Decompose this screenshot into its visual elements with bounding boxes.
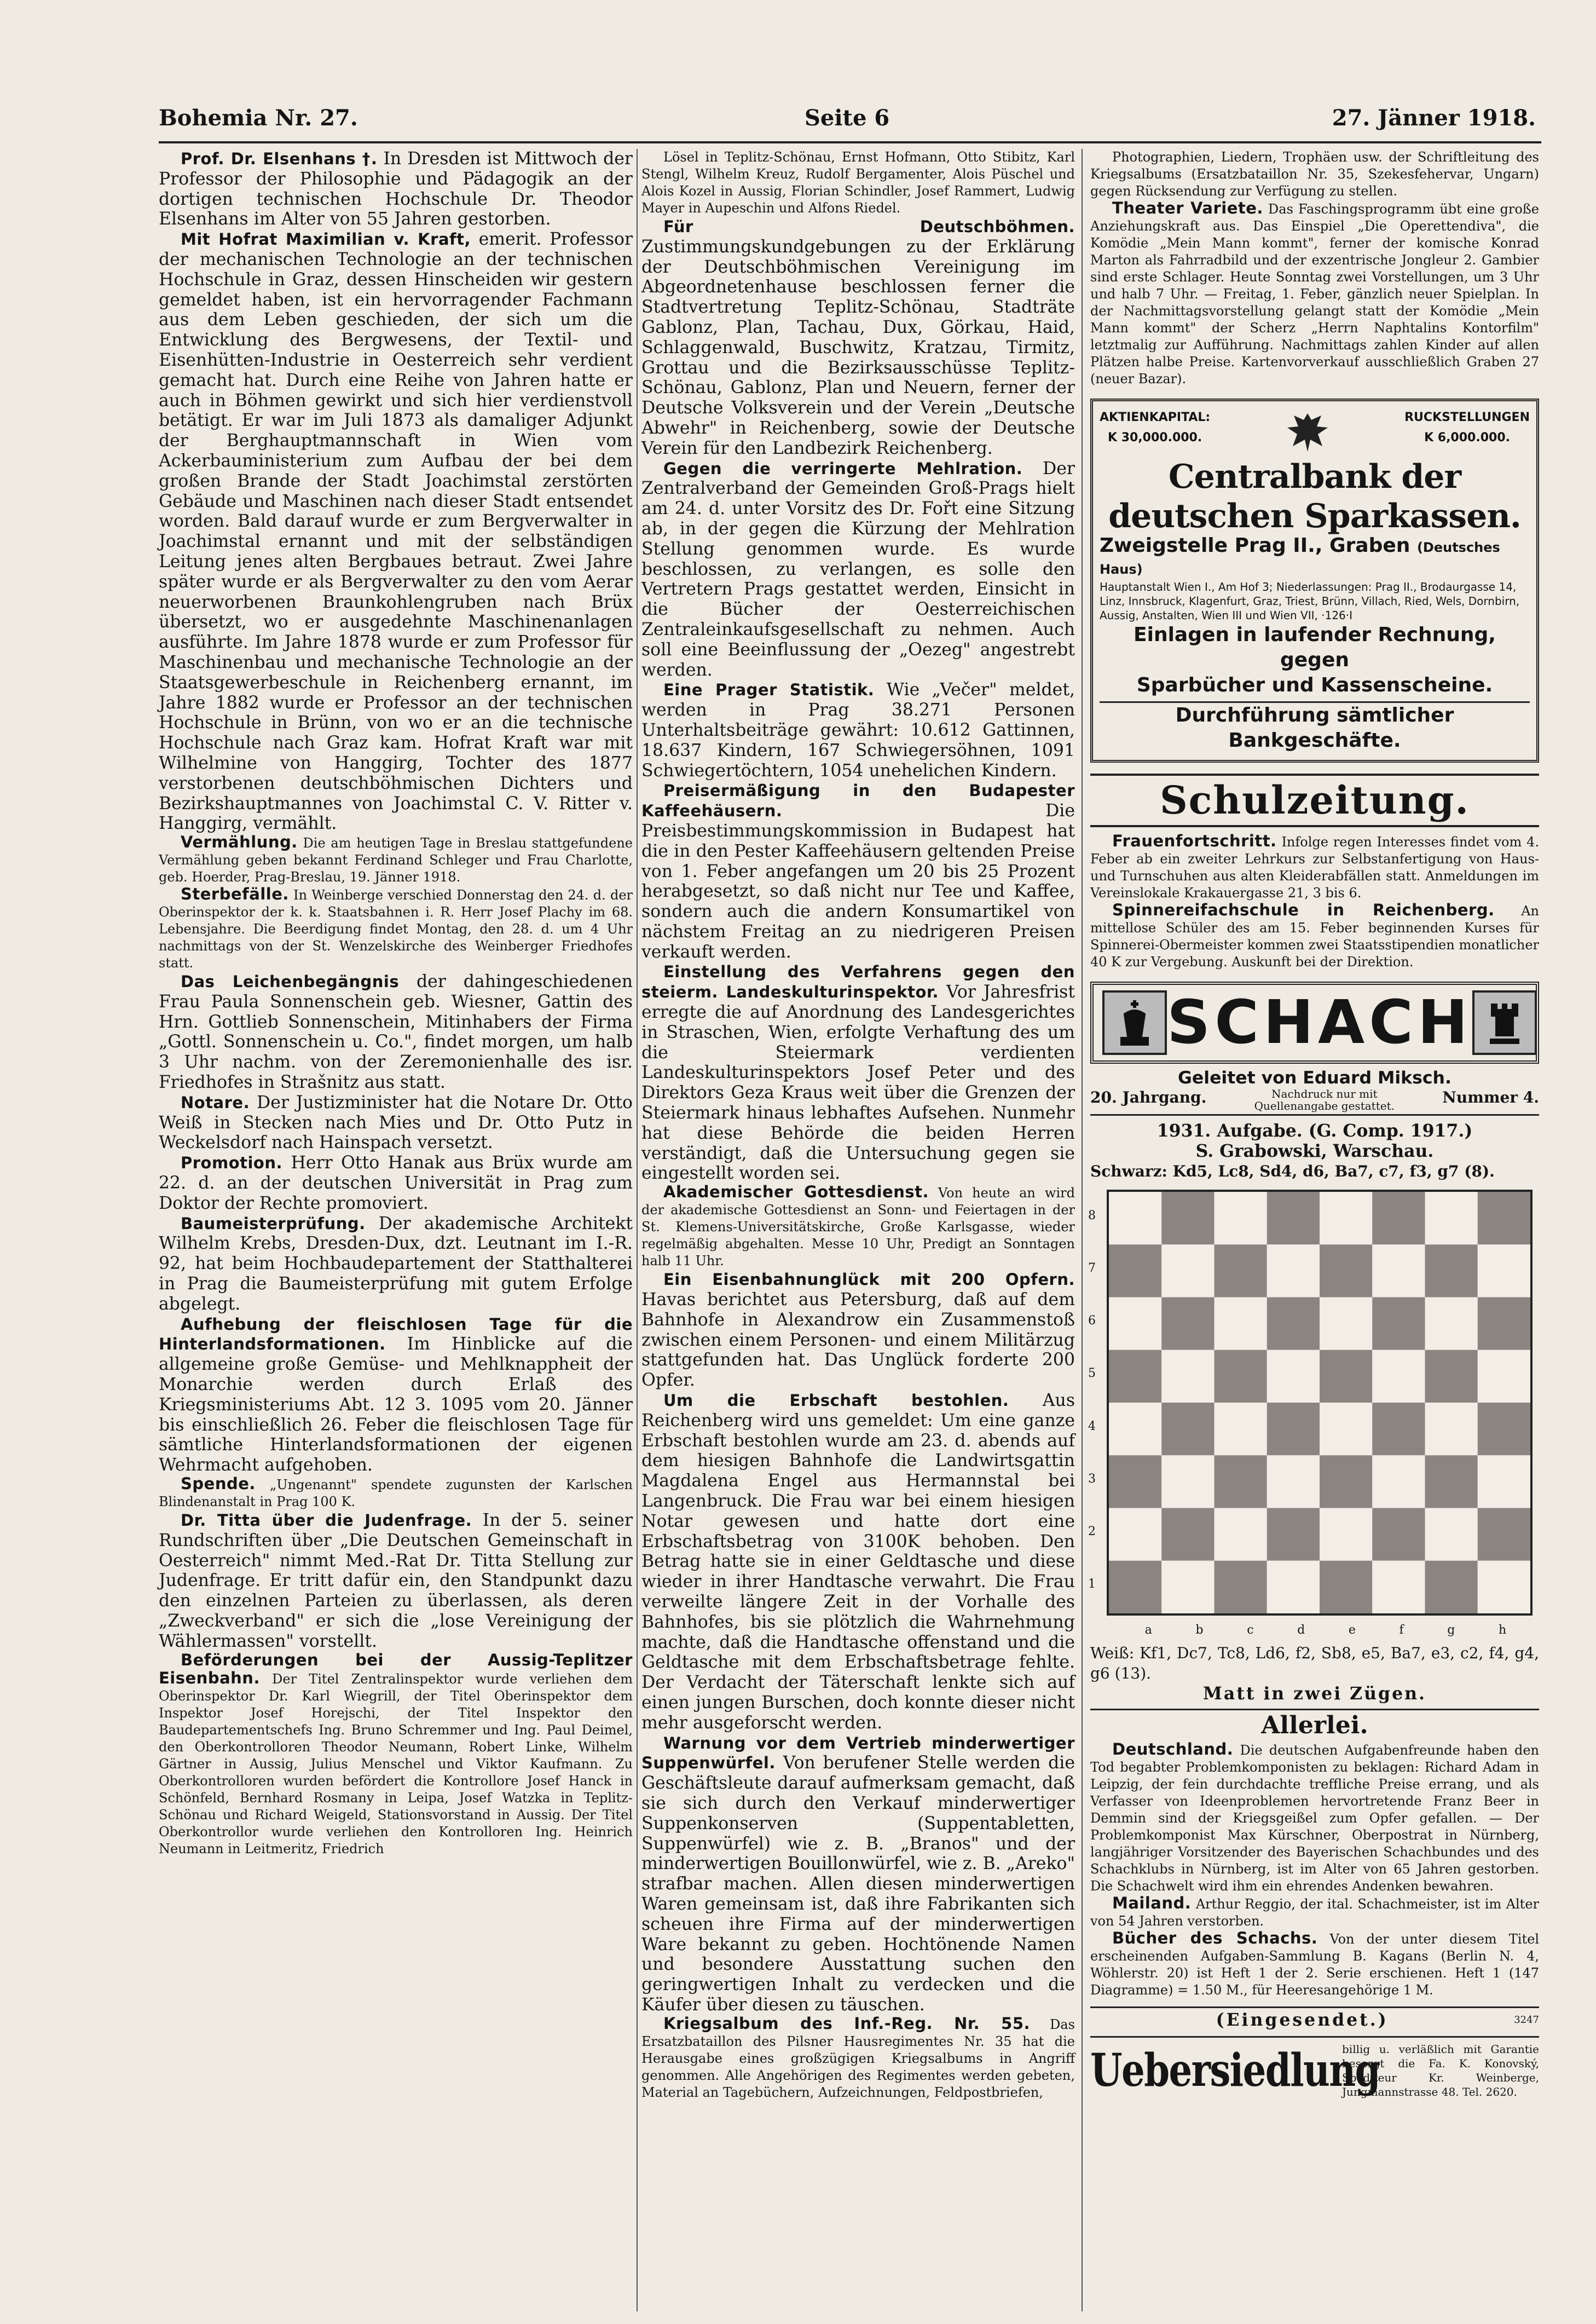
article-body: Infolge regen Interesses findet vom 4. Feber ab ein zweiter Lehrkurs zur Selbstanfertigung von Haus- und Turnschuhen aus alten Kleiderabfällen statt. Anmeldungen im Vereinslokale Krakauergasse 21, 3 bis 6. bbox=[1090, 834, 1539, 901]
bank-reserve-value: K 6,000.000. bbox=[1424, 430, 1510, 445]
file-label: c bbox=[1247, 1623, 1254, 1637]
chess-square bbox=[1109, 1403, 1161, 1455]
bank-line-2: Sparbücher und Kassenscheine. bbox=[1136, 673, 1493, 696]
article-body: Von heute an wird der akademische Gottesdienst an Sonn- und Feiertagen in der St. Klemens-Universitätskirche, Große Karlsgasse, wieder regelmäßig abgehalten. Messe 10 Uhr, Predigt an Sonntagen halb 11 Uhr. bbox=[641, 1185, 1075, 1269]
chess-file-labels bbox=[1107, 1621, 1528, 1641]
article-body: Von der unter diesem Titel erscheinenden Aufgaben-Sammlung B. Kagans (Berlin N. 4, Wöhlerstr. 20) ist Heft 1 der 2. Serie erschienen. Heft 1 (147 Diagramme) = 1.50 M., für Heeresangehörige 1 M. bbox=[1090, 1931, 1539, 1998]
article bbox=[641, 2015, 1075, 2101]
article-body: Das Faschingsprogramm übt eine große Anziehungskraft aus. Das Einspiel „Die Operettendiva", die Komödie „Mein Mann kommt", ferner der komische Konrad Marton als Fahrradbild und der exzentrische Jongleur 2. Gambier sind erste Schlager. Heute Sonntag zwei Vorstellungen, um 3 Uhr und halb 7 Uhr. — Freitag, 1. Feber, gänzlich neuer Spielplan. In der Nachmittagsvorstellung gelangt statt der Komödie „Mein Mann kommt" der Scherz „Herrn Naphtalins Kontorfilm" letztmalig zur Aufführung. Nachmittags zahlen Kinder auf allen Plätzen halbe Preise. Kartenvorverkauf ausschließlich Graben 27 (neuer Bazar). bbox=[1090, 201, 1539, 387]
article-head: Promotion. bbox=[181, 1154, 283, 1173]
article-head: Für Deutschböhmen. bbox=[663, 217, 1075, 236]
rank-label: 5 bbox=[1088, 1366, 1096, 1381]
article-head: Gegen die verringerte Mehlration. bbox=[663, 459, 1023, 478]
chess-square bbox=[1425, 1455, 1478, 1508]
bank-branch bbox=[1100, 536, 1530, 580]
bank-offices: Hauptanstalt Wien I., Am Hof 3; Niederlassungen: Prag II., Brodaurgasse 14, Linz, Innsbruck, Klagenfurt, Graz, Triest, Brünn, Villach, Ried, Wels, Dornbirn, Aussig, Anstalten, Wien III und Wien VII, ·126·I bbox=[1100, 580, 1520, 622]
chess-board bbox=[1107, 1190, 1533, 1616]
sent-in-label: (Eingesendet.) bbox=[1216, 2009, 1389, 2030]
chess-square bbox=[1320, 1350, 1372, 1403]
article-body: Die am heutigen Tage in Breslau stattgefundene Vermählung geben bekannt Ferdinand Schleger und Frau Charlotte, geb. Hoerder, Prag-Breslau, 19. Jänner 1918. bbox=[159, 835, 633, 885]
column-rule bbox=[637, 149, 638, 2311]
article-body: An mittellose Schüler des am 15. Feber beginnenden Kurses für Spinnerei-Obermeister kommen zwei Staatsstipendien monatlicher 40 K zur Vergebung. Auskunft bei der Direktion. bbox=[1090, 903, 1539, 970]
chess-square bbox=[1425, 1403, 1478, 1455]
article-body: emerit. Professor der mechanischen Technologie an der technischen Hochschule in Graz, dessen Hinscheiden wir gestern gemeldet haben, ist ein hervorragender Fachmann aus dem Leben geschieden, der sich um die Entwicklung des Bergwesens, der Textil- und Eisenhütten-Industrie in Oesterreich sehr verdient gemacht hat. Durch eine Reihe von Jahren hatte er auch in Böhmen gewirkt und sich hier verdienstvoll betätigt. Er war im Juli 1873 als damaliger Adjunkt der Berghauptmannschaft in Wien vom Ackerbauministerium zum Aufbau der bei dem großen Brande der Stadt Joachimstal zerstörten Gebäude und Maschinen nach dieser Stadt entsendet worden. Bald darauf wurde er zum Bergverwalter in Joachimstal ernannt und mit der selbständigen Leitung jenes alten Bergbaues betraut. Zwei Jahre später wurde er als Bergverwalter zu den vom Aerar neuerworbenen Braunkohlengruben nach Brüx übersetzt, wo er ausgedehnte Maschinenanlagen ausführte. Im Jahre 1878 wurde er zum Professor für Maschinenbau und mechanische Technologie an der Staatsgewerbeschule in Reichenberg ernannt, im Jahre 1882 wurde er Professor an der technischen Hochschule in Brünn, von wo er an die technische Hochschule nach Graz kam. Hofrat Kraft war mit Wilhelmine von Hanggirg, Tochter des 1877 verstorbenen deutschböhmischen Dichters und Bezirkshauptmannes von Joachimstal C. V. Ritter v. Hanggirg, vermählt. bbox=[159, 229, 633, 834]
chess-square bbox=[1372, 1244, 1425, 1297]
school-item bbox=[1090, 833, 1539, 902]
article bbox=[641, 1184, 1075, 1270]
bank-capital-value: K 30,000.000. bbox=[1107, 430, 1202, 445]
chess-square bbox=[1109, 1192, 1161, 1244]
chess-square bbox=[1425, 1192, 1478, 1244]
sent-in-notice bbox=[1090, 2006, 1539, 2031]
article-body: „Ungenannt" spendete zugunsten der Karlschen Blindenanstalt in Prag 100 K. bbox=[159, 1477, 633, 1510]
article bbox=[159, 149, 633, 229]
chess-black-pieces: Schwarz: Kd5, Lc8, Sd4, d6, Ba7, c7, f3, g7 (8). bbox=[1090, 1162, 1495, 1180]
sent-in-ref: 3247 bbox=[1514, 2014, 1539, 2026]
rank-label: 8 bbox=[1088, 1208, 1096, 1222]
article-head: Einstellung des Verfahrens gegen den steierm. Landeskulturinspektor. bbox=[641, 962, 1075, 1002]
chess-square bbox=[1215, 1561, 1267, 1613]
article-head: Beförderungen bei der Aussig-Teplitzer Eisenbahn. bbox=[159, 1650, 633, 1687]
article-head: Spinnereifachschule in Reichenberg. bbox=[1112, 900, 1495, 919]
chess-square bbox=[1478, 1244, 1530, 1297]
page-header bbox=[159, 105, 1536, 143]
article-head: Vermählung. bbox=[181, 833, 298, 852]
chess-square bbox=[1372, 1350, 1425, 1403]
chess-square bbox=[1109, 1244, 1161, 1297]
chess-square bbox=[1161, 1350, 1214, 1403]
file-label: f bbox=[1399, 1623, 1404, 1637]
article-body: Die deutschen Aufgabenfreunde haben den Tod begabter Problemkomponisten zu beklagen: Richard Adam in Leipzig, der fein durchdachte treffliche Preise errang, und als Verfasser von Ideenproblemen hervortretende Franz Beer in Demmin sind der Kriegsgeißel zum Opfer gefallen. — Der Problemkomponist Max Kürschner, Oberpostrat in Nürnberg, langjähriger Vorsitzender des Bayerischen Schachbundes und des Schachklubs in Nürnberg, ist im Alter von 65 Jahren gestorben. Die Schachwelt wird ihm ein ehrendes Andenken bewahren. bbox=[1090, 1742, 1539, 1894]
article-body: Der Justizminister hat die Notare Dr. Otto Weiß in Stecken nach Mies und Dr. Otto Putz in Weckelsdorf nach Hainspach versetzt. bbox=[159, 1092, 633, 1153]
moving-advertisement bbox=[1090, 2036, 1539, 2099]
file-label: g bbox=[1447, 1623, 1455, 1637]
chess-square bbox=[1267, 1561, 1320, 1613]
moving-ad-text: billig u. verläßlich mit Garantie besorgt die Fa. K. Konovský, Spediteur Kr. Weinberge, Jungmannstrasse 48. Tel. 2620. bbox=[1342, 2042, 1539, 2098]
chess-square bbox=[1161, 1561, 1214, 1613]
article-head: Mailand. bbox=[1112, 1893, 1192, 1912]
chess-square bbox=[1215, 1508, 1267, 1560]
chess-square bbox=[1478, 1350, 1530, 1403]
article-head: Aufhebung der fleischlosen Tage für die Hinterlandsformationen. bbox=[159, 1314, 633, 1354]
chess-square bbox=[1478, 1192, 1530, 1244]
article-head: Eine Prager Statistik. bbox=[663, 681, 875, 700]
article-head: Prof. Dr. Elsenhans †. bbox=[181, 149, 378, 168]
chess-square bbox=[1161, 1508, 1214, 1560]
article bbox=[641, 217, 1075, 459]
chess-king-icon bbox=[1102, 990, 1167, 1055]
chess-square bbox=[1161, 1403, 1214, 1455]
chess-problem-title: 1931. Aufgabe. (G. Comp. 1917.) bbox=[1156, 1121, 1473, 1141]
article-head: Akademischer Gottesdienst. bbox=[663, 1183, 929, 1202]
article bbox=[641, 680, 1075, 781]
bank-name: Centralbank der deutschen Sparkassen. bbox=[1108, 458, 1521, 535]
article bbox=[641, 149, 1075, 217]
file-label: d bbox=[1297, 1623, 1305, 1637]
article bbox=[159, 229, 633, 834]
article bbox=[641, 1391, 1075, 1733]
article bbox=[641, 962, 1075, 1184]
page-number: Seite 6 bbox=[805, 105, 890, 131]
chess-square bbox=[1267, 1455, 1320, 1508]
article-head: Notare. bbox=[181, 1093, 250, 1112]
article-head: Preisermäßigung in den Budapester Kaffeehäusern. bbox=[641, 781, 1075, 821]
chess-square bbox=[1109, 1455, 1161, 1508]
article-body: Der Zentralverband der Gemeinden Groß-Prags hielt am 24. d. unter Vorsitz des Dr. Fořt eine Sitzung ab, in der gegen die Kürzung der Mehlration Stellung genommen wurde. Es wurde beschlossen, zu verlangen, es solle den Vertretern Prags gestattet werden, Einsicht in die Bücher der Oesterreichischen Zentraleinkaufsgesellschaft zu nehmen. Auch soll eine Beeinflussung der „Oezeg" angestrebt werden. bbox=[641, 458, 1075, 680]
article bbox=[159, 1475, 633, 1510]
chess-square bbox=[1215, 1350, 1267, 1403]
chess-square bbox=[1161, 1192, 1214, 1244]
column-3 bbox=[1090, 149, 1539, 2311]
chess-square bbox=[1215, 1244, 1267, 1297]
rank-label: 2 bbox=[1088, 1525, 1096, 1538]
chess-square bbox=[1478, 1508, 1530, 1560]
chess-square bbox=[1215, 1297, 1267, 1350]
column-2 bbox=[641, 149, 1075, 2311]
chess-square bbox=[1109, 1297, 1161, 1350]
misc-item bbox=[1090, 1930, 1539, 1999]
article-head: Spende. bbox=[181, 1474, 256, 1493]
rank-label: 1 bbox=[1088, 1577, 1096, 1591]
chess-square bbox=[1478, 1561, 1530, 1613]
chess-square bbox=[1320, 1244, 1372, 1297]
article-theater bbox=[1090, 200, 1539, 388]
bank-advertisement bbox=[1090, 399, 1539, 763]
chess-square bbox=[1425, 1350, 1478, 1403]
chess-square bbox=[1320, 1508, 1372, 1560]
rank-label: 6 bbox=[1088, 1314, 1096, 1328]
chess-square bbox=[1267, 1297, 1320, 1350]
chess-square bbox=[1109, 1561, 1161, 1613]
chess-square bbox=[1320, 1561, 1372, 1613]
issue-date: 27. Jänner 1918. bbox=[1332, 105, 1536, 131]
school-item bbox=[1090, 902, 1539, 971]
chess-square bbox=[1320, 1192, 1372, 1244]
chess-square bbox=[1109, 1350, 1161, 1403]
article bbox=[641, 781, 1075, 962]
rank-label: 7 bbox=[1088, 1261, 1096, 1275]
chess-editor: Geleitet von Eduard Miksch. bbox=[1178, 1068, 1452, 1088]
article bbox=[641, 459, 1075, 681]
article-head: Das Leichenbegängnis bbox=[181, 972, 400, 991]
article bbox=[641, 1733, 1075, 2015]
article-body: Wie „Večer" meldet, werden in Prag 38.271 Personen Unterhaltsbeiträge gewährt: 10.612 Gattinnen, 18.637 Kindern, 167 Schwiegersöhnen, 1091 Schwiegertöchtern, 1054 unehelichen Kindern. bbox=[641, 680, 1075, 781]
chess-issue-number: Nummer 4. bbox=[1442, 1088, 1539, 1107]
chess-square bbox=[1267, 1508, 1320, 1560]
article-head: Bücher des Schachs. bbox=[1112, 1928, 1318, 1947]
chess-square bbox=[1425, 1508, 1478, 1560]
bank-reserve-label: RUCKSTELLUNGEN bbox=[1404, 411, 1530, 424]
article-body: In der 5. seiner Rundschriften über „Die Deutschen Gemeinschaft in Oesterreich" nimmt Med.-Rat Dr. Titta Stellung zur Judenfrage. Er tritt dafür ein, den Standpunkt dazu den einzelnen Parteien zu überlassen, als deren „Zweckverband" er sich die „lose Vereinigung der Wählermassen" vorstellt. bbox=[159, 1510, 633, 1651]
bank-branch-note: (Deutsches Haus) bbox=[1100, 540, 1500, 577]
chess-square bbox=[1425, 1297, 1478, 1350]
misc-item bbox=[1090, 1895, 1539, 1930]
rank-label: 3 bbox=[1088, 1472, 1096, 1486]
chess-square bbox=[1267, 1192, 1320, 1244]
file-label: h bbox=[1498, 1623, 1507, 1637]
chess-square bbox=[1372, 1403, 1425, 1455]
article-head: Theater Variete. bbox=[1112, 199, 1263, 217]
section-title-allerlei: Allerlei. bbox=[1090, 1709, 1539, 1741]
chess-task: Matt in zwei Zügen. bbox=[1203, 1683, 1426, 1704]
column-1 bbox=[159, 149, 633, 2311]
article-body: Havas berichtet aus Petersburg, daß auf dem Bahnhofe in Alexandrow ein Zusammenstoß zwischen einem Personen- und einem Militärzug stattgefunden hat. Das Unglück forderte 200 Opfer. bbox=[641, 1290, 1075, 1391]
header-rule bbox=[159, 141, 1541, 143]
article-head: Mit Hofrat Maximilian v. Kraft, bbox=[181, 230, 471, 249]
chess-square bbox=[1478, 1455, 1530, 1508]
article-body: Das Ersatzbataillon des Pilsner Hausregimentes Nr. 35 hat die Herausgabe eines großzügigen Kriegsalbums in Angriff genommen. Alle Angehörigen des Regimentes werden gebeten, Material an Tagebüchern, Aufzeichnungen, Feldpostbriefen, bbox=[641, 2016, 1075, 2100]
chess-square bbox=[1320, 1403, 1372, 1455]
chess-square bbox=[1161, 1244, 1214, 1297]
chess-square bbox=[1372, 1561, 1425, 1613]
eagle-emblem-icon bbox=[1283, 408, 1332, 457]
article-head: Sterbefälle. bbox=[181, 885, 289, 904]
article-head: Kriegsalbum des Inf.-Reg. Nr. 55. bbox=[663, 2014, 1031, 2033]
chess-square bbox=[1372, 1192, 1425, 1244]
file-label: a bbox=[1144, 1623, 1152, 1637]
bank-capital-label: AKTIENKAPITAL: bbox=[1100, 411, 1211, 424]
article bbox=[159, 886, 633, 972]
chess-reprint-note: Nachdruck nur mit Quellenangabe gestattet. bbox=[1254, 1087, 1395, 1113]
article-head: Warnung vor dem Vertrieb minderwertiger Suppenwürfel. bbox=[641, 1733, 1075, 1773]
chess-section-banner bbox=[1090, 982, 1539, 1064]
section-title-schulzeitung: Schulzeitung. bbox=[1090, 774, 1539, 827]
article-body: Der akademische Architekt Wilhelm Krebs, Dresden-Dux, dzt. Leutnant im I.-R. 92, hat beim Hochbaudepartement der Statthalterei in Prag die Baumeisterprüfung mit gutem Erfolge abgelegt. bbox=[159, 1213, 633, 1314]
article bbox=[159, 1093, 633, 1153]
chess-problem-author: S. Grabowski, Warschau. bbox=[1195, 1141, 1434, 1162]
article bbox=[159, 834, 633, 886]
misc-item bbox=[1090, 1741, 1539, 1895]
article-body: Arthur Reggio, der ital. Schachmeister, ist im Alter von 54 Jahren verstorben. bbox=[1090, 1896, 1539, 1929]
article-continued: Photographien, Liedern, Trophäen usw. der Schriftleitung des Kriegsalbums (Ersatzbataillon Nr. 35, Szekesfehervar, Ungarn) gegen Rücksendung zur Verfügung zu stellen. bbox=[1090, 149, 1539, 199]
chess-square bbox=[1425, 1244, 1478, 1297]
article-body: Vor Jahresfrist erregte die auf Anordnung des Landesgerichtes in Straschen, Wien, erfolgte Verhaftung des um die Steiermark verdienten Landeskulturinspektors Josef Peter und des Direktors Geza Kraus weit über die Grenzen der Steiermark hinaus lebhaftes Aufsehen. Nunmehr hat diese Behörde die beiden Herren verständigt, daß die Untersuchung gegen sie eingestellt worden sei. bbox=[641, 982, 1075, 1184]
chess-square bbox=[1320, 1297, 1372, 1350]
chess-square bbox=[1372, 1297, 1425, 1350]
article-head: Ein Eisenbahnunglück mit 200 Opfern. bbox=[663, 1270, 1075, 1289]
article bbox=[159, 972, 633, 1093]
article bbox=[159, 1652, 633, 1858]
chess-square bbox=[1215, 1192, 1267, 1244]
article-head: Um die Erbschaft bestohlen. bbox=[663, 1391, 1009, 1410]
article-body: Aus Reichenberg wird uns gemeldet: Um eine ganze Erbschaft bestohlen wurde am 23. d. abends auf dem hiesigen Bahnhofe die Landwirtsgattin Magdalena Engel aus Hermannstal bei Langenbruck. Die Frau war bei einem hiesigen Notar gewesen und hatte dort eine Erbschaftsbetrag von 3100K behoben. Den Betrag hatte sie in einer Geldtasche und diese wieder in ihrer Handtasche verwahrt. Die Frau verweilte längere Zeit in der Vorhalle des Bahnhofes, bis sie plötzlich die Wahrnehmung machte, daß die Handtasche offenstand und die Geldtasche mit dem Erbschaftsbetrage fehlte. Der Verdacht der Täterschaft lenkte sich auf einen jungen Burschen, doch konnte dieser nicht mehr ausgeforscht werden. bbox=[641, 1391, 1075, 1733]
article bbox=[159, 1153, 633, 1213]
chess-diagram bbox=[1088, 1190, 1528, 1641]
bank-branch-label: Zweigstelle Prag II., Graben bbox=[1100, 534, 1410, 557]
chess-square bbox=[1267, 1244, 1320, 1297]
chess-square bbox=[1267, 1350, 1320, 1403]
chess-rook-icon bbox=[1472, 990, 1537, 1055]
article-body: In Dresden ist Mittwoch der Professor der Philosophie und Pädagogik an der dortigen technischen Hochschule Dr. Theodor Elsenhans im Alter von 55 Jahren gestorben. bbox=[159, 149, 633, 229]
chess-square bbox=[1478, 1403, 1530, 1455]
chess-title: SCHACH bbox=[1167, 987, 1472, 1058]
chess-square bbox=[1320, 1455, 1372, 1508]
chess-square bbox=[1372, 1508, 1425, 1560]
article-body: Herr Otto Hanak aus Brüx wurde am 22. d. an der deutschen Universität in Prag zum Doktor der Rechte promoviert. bbox=[159, 1153, 633, 1213]
chess-meta bbox=[1090, 1088, 1539, 1116]
moving-ad-title: Uebersiedlung bbox=[1090, 2044, 1380, 2097]
article-body: Lösel in Teplitz-Schönau, Ernst Hofmann, Otto Stibitz, Karl Stengl, Wilhelm Kreuz, Rudolf Bergamenter, Alois Püschel und Alois Kozel in Aussig, Florian Schindler, Josef Rammert, Ludwig Mayer in Aupeschin und Alfons Riedel. bbox=[641, 149, 1075, 216]
article-body: Der Titel Zentralinspektor wurde verliehen dem Oberinspektor Dr. Karl Wiegrill, der Titel Oberinspektor dem Inspektor Josef Horejschi, der Titel Inspektor den Baudepartementschefs Ing. Bruno Schremmer und Ing. Paul Deimel, den Oberkontrolloren Theodor Neumann, Robert Linke, Wilhelm Gärtner in Aussig, Julius Menschel und Viktor Kaufmann. Zu Oberkontrolloren wurden befördert die Kontrollore Josef Hanck in Schönfeld, Bernhard Rosmany in Leipa, Josef Watzka in Teplitz-Schönau und Richard Weigeld, Stationsvorstand in Aussig. Der Titel Oberkontrollor wurde verliehen den Kontrolloren Ing. Heinrich Neumann in Leitmeritz, Friedrich bbox=[159, 1671, 633, 1856]
article-body: der dahingeschiedenen Frau Paula Sonnenschein geb. Wiesner, Gattin des Hrn. Gottlieb Sonnenschein, Mitinhabers der Firma „Gottl. Sonnenschein u. Co.", findet morgen, um halb 3 Uhr nachm. von der Zeremonienhalle des isr. Friedhofes in Strašnitz aus statt. bbox=[159, 972, 633, 1093]
article bbox=[641, 1270, 1075, 1391]
chess-square bbox=[1215, 1455, 1267, 1508]
article-head: Dr. Titta über die Judenfrage. bbox=[181, 1511, 472, 1530]
chess-square bbox=[1161, 1297, 1214, 1350]
chess-square bbox=[1161, 1455, 1214, 1508]
article-head: Deutschland. bbox=[1112, 1739, 1234, 1758]
file-label: e bbox=[1348, 1623, 1356, 1637]
article-head: Frauenfortschritt. bbox=[1112, 831, 1277, 850]
bank-line-1: Einlagen in laufender Rechnung, gegen bbox=[1134, 623, 1496, 671]
article-body: Die Preisbestimmungskommission in Budapest hat die in den Pester Kaffeehäusern geltenden Preise von 1. Feber angefangen um 20 bis 25 Prozent herabgesetzt, so daß nicht nur Tee und Kaffee, sondern auch die andern Konsumartikel von nächstem Freitag an zu niedrigeren Preisen verkauft werden. bbox=[641, 801, 1075, 962]
chess-rank-labels bbox=[1088, 1190, 1096, 1611]
article bbox=[159, 1510, 633, 1652]
rank-label: 4 bbox=[1088, 1419, 1096, 1433]
chess-white-pieces: Weiß: Kf1, Dc7, Tc8, Ld6, f2, Sb8, e5, Ba7, e3, c2, f4, g4, g6 (13). bbox=[1090, 1644, 1539, 1683]
bank-line-3: Durchführung sämtlicher Bankgeschäfte. bbox=[1100, 701, 1530, 753]
article bbox=[159, 1214, 633, 1314]
chess-square bbox=[1267, 1403, 1320, 1455]
chess-square bbox=[1478, 1297, 1530, 1350]
chess-square bbox=[1109, 1508, 1161, 1560]
article-head: Baumeisterprüfung. bbox=[181, 1214, 366, 1233]
article-body: Von berufener Stelle werden die Geschäftsleute darauf aufmerksam gemacht, daß sie sich durch den Verkauf minderwertiger Suppenkonserven (Suppentabletten, Suppenwürfel) wie z. B. „Branos" und der minderwertigen Bouillonwürfel, wie z. B. „Areko" strafbar machen. Allen diesen minderwertigen Waren gemeinsam ist, daß ihre Fabrikanten sich scheuen ihre Firma auf der minderwertigen Ware bekannt zu geben. Hochtönende Namen und besondere Ausstattung suchen den geringwertigen Inhalt zu verdecken und die Käufer über diesen zu täuschen. bbox=[641, 1753, 1075, 2015]
article-body: Im Hinblicke auf die allgemeine große Gemüse- und Mehlknappheit der Monarchie werden durch Erlaß des Kriegsministeriums Abt. 12 3. 1095 vom 20. Jänner bis einschließlich 26. Feber die fleischlosen Tage für sämtliche Hinterlandsformationen der eigenen Wehrmacht aufgehoben. bbox=[159, 1334, 633, 1475]
chess-square bbox=[1215, 1403, 1267, 1455]
issue-label: Bohemia Nr. 27. bbox=[159, 105, 358, 131]
chess-square bbox=[1372, 1455, 1425, 1508]
article-body: In Weinberge verschied Donnerstag den 24. d. der Oberinspektor der k. k. Staatsbahnen i. R. Herr Josef Plachy im 68. Lebensjahre. Die Beerdigung findet Montag, den 28. d. um 4 Uhr nachmittags von der St. Wenzelskirche des Weinberger Friedhofes statt. bbox=[159, 887, 633, 971]
article-body: Zustimmungskundgebungen zu der Erklärung der Deutschböhmischen Vereinigung im Abgeordnetenhause beschlossen ferner die Stadtvertretung Teplitz-Schönau, Stadträte Gablonz, Plan, Tachau, Dux, Görkau, Haid, Schlaggenwald, Buschwitz, Kratzau, Tirmitz, Grottau und die Bezirksausschüsse Teplitz-Schönau, Gablonz, Plan und Neuern, ferner der Deutsche Volksverein und der Verein „Deutsche Abwehr" in Reichenberg, sowie der Deutsche Verein für den Landbezirk Reichenberg. bbox=[641, 237, 1075, 458]
chess-year: 20. Jahrgang. bbox=[1090, 1088, 1207, 1107]
article bbox=[159, 1314, 633, 1475]
file-label: b bbox=[1195, 1623, 1204, 1637]
column-rule bbox=[1082, 149, 1083, 2311]
chess-square bbox=[1425, 1561, 1478, 1613]
